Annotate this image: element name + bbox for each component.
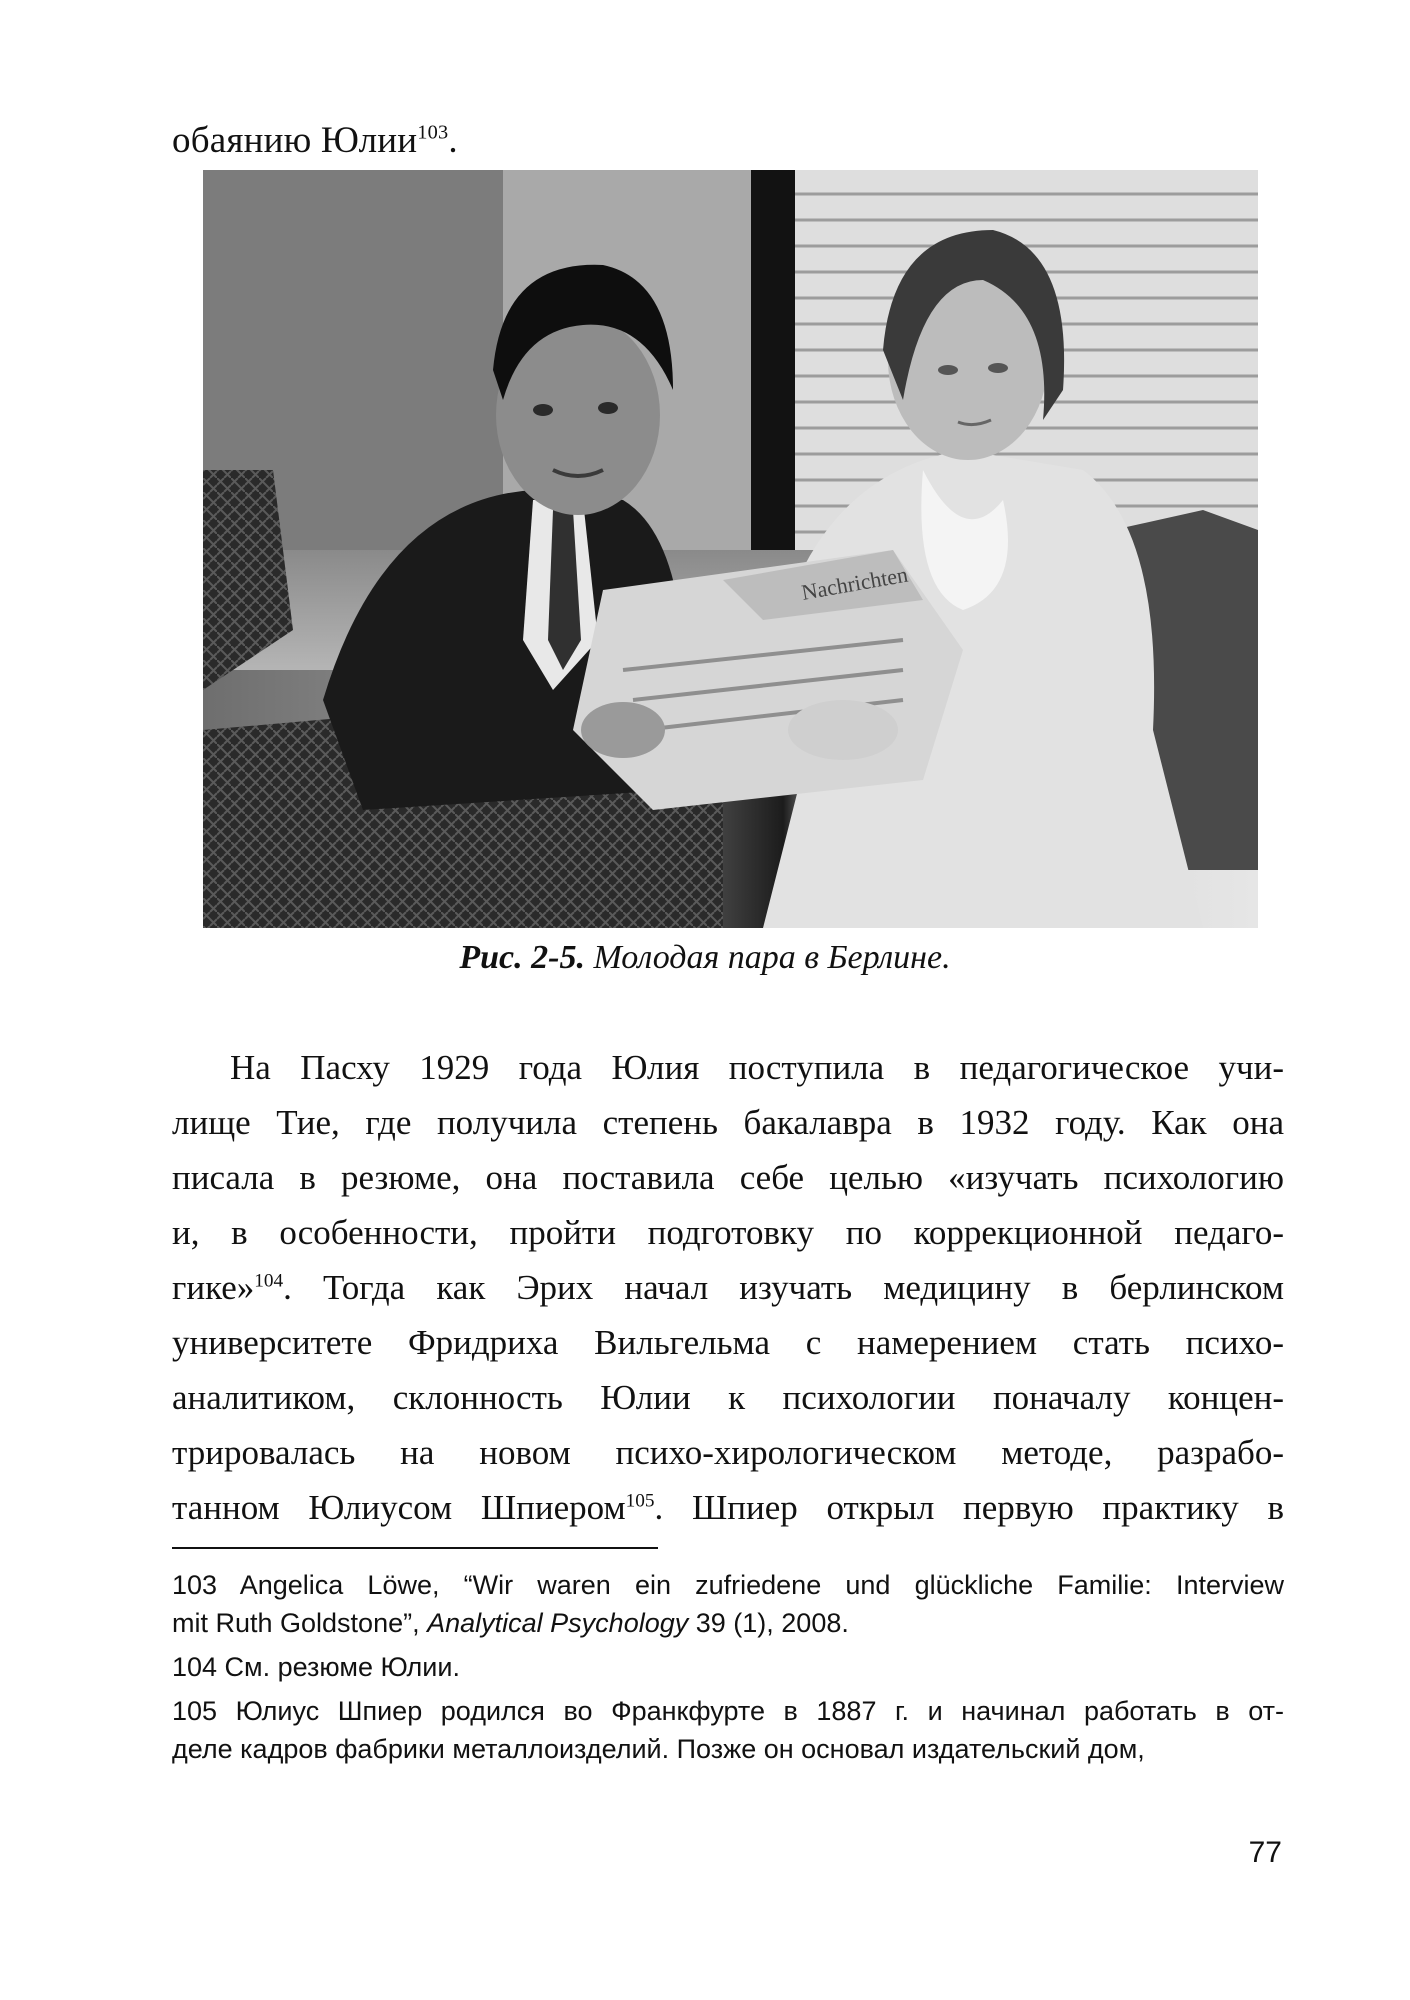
footnote-ref-103[interactable]: 103 [417, 121, 449, 144]
footnote-separator [172, 1547, 658, 1549]
continued-text-line [172, 122, 458, 159]
caption-text: Молодая пара в Берлине. [593, 939, 951, 976]
footnote-104: 104 См. резюме Юлии. [172, 1652, 460, 1682]
figure-caption [0, 938, 1410, 979]
body-line: На Пасху 1929 года Юлия поступила в педагогическое учи- [230, 1048, 1284, 1087]
couple-photo-image [203, 170, 1258, 928]
body-paragraph [172, 1040, 1284, 1535]
body-text-segment: танном Юлиусом Шпиером [172, 1488, 626, 1527]
footnote-ref-105[interactable]: 105 [625, 1490, 655, 1512]
newspaper-headline: Nachrichten [799, 561, 910, 605]
page-number: 77 [1248, 1836, 1282, 1869]
figure-photo [203, 170, 1258, 928]
continued-text: обаянию Юлии [172, 120, 418, 161]
body-line-with-footnote [172, 1260, 1284, 1315]
footnote-text: 39 (1), 2008. [688, 1608, 849, 1638]
footnote-journal-title: Analytical Psychology [427, 1608, 689, 1638]
body-line: аналитиком, склонность Юлии к психологии поначалу концен- [172, 1378, 1284, 1417]
body-line: университете Фридриха Вильгельма с намерением стать психо- [172, 1323, 1284, 1362]
body-text-segment: . Шпиер открыл первую практику в [654, 1488, 1284, 1527]
continued-text-tail: . [448, 120, 458, 161]
body-line: и, в особенности, пройти подготовку по коррекционной педаго- [172, 1213, 1284, 1252]
footnote-text: mit Ruth Goldstone”, [172, 1608, 428, 1638]
body-line: трировалась на новом психо-хирологическом методе, разрабо- [172, 1433, 1284, 1472]
footnote-105-line: деле кадров фабрики металлоизделий. Позже он основал издательский дом, [172, 1734, 1145, 1764]
footnote-103-line [172, 1604, 1284, 1642]
body-text-segment: гике» [172, 1268, 255, 1307]
caption-label: Рис. 2-5. [459, 939, 585, 976]
body-line: писала в резюме, она поставила себе целью «изучать психологию [172, 1158, 1284, 1197]
footnote-ref-104[interactable]: 104 [254, 1270, 284, 1292]
footnote-103-line: 103 Angelica Löwe, “Wir waren ein zufriedene und glückliche Familie: Interview [172, 1570, 1284, 1600]
body-text-segment: . Тогда как Эрих начал изучать медицину в берлинском [283, 1268, 1284, 1307]
body-line-with-footnote [172, 1480, 1284, 1535]
footnote-105-line: 105 Юлиус Шпиер родился во Франкфурте в 1887 г. и начинал работать в от- [172, 1696, 1284, 1726]
body-line: лище Тие, где получила степень бакалавра в 1932 году. Как она [172, 1103, 1284, 1142]
footnotes [172, 1566, 1284, 1768]
